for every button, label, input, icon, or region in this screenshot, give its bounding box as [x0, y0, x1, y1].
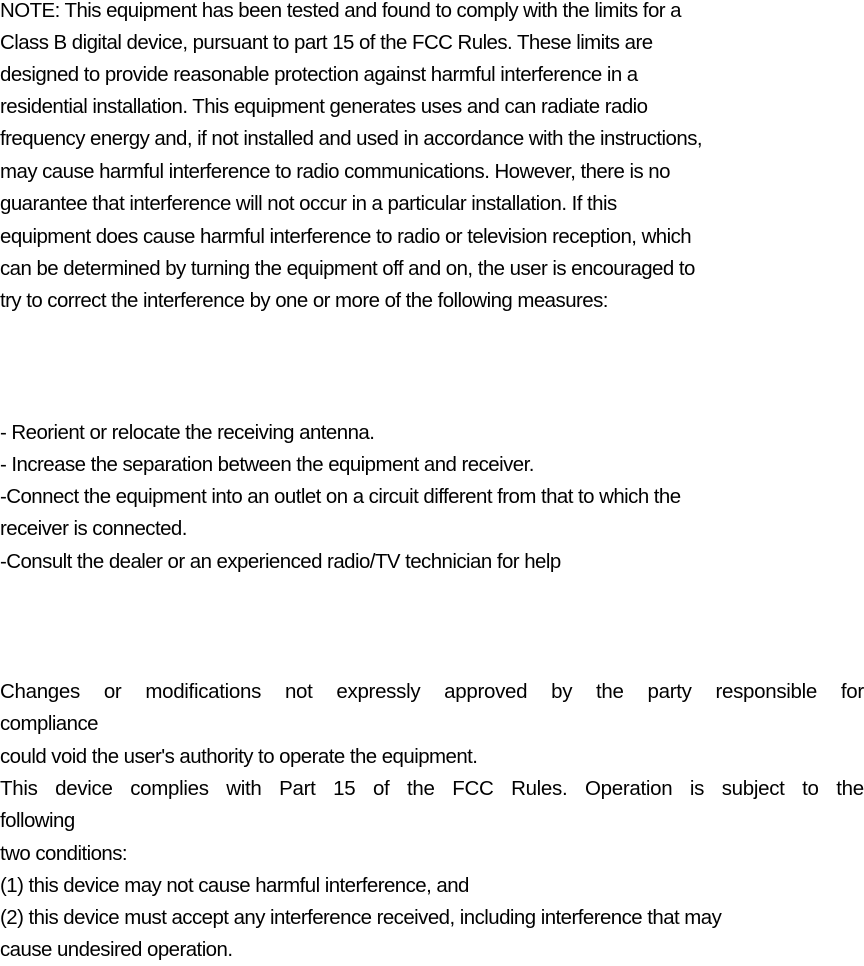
word: Changes	[0, 680, 80, 703]
condition-2-cont: cause undesired operation.	[0, 938, 233, 961]
note-line-9: can be determined by turning the equipment off and on, the user is encouraged to	[0, 257, 695, 280]
word: party	[647, 680, 692, 703]
word: is	[689, 777, 705, 800]
changes-statement-line-2: compliance	[0, 712, 98, 735]
note-line-1: NOTE: This equipment has been tested and found to comply with the limits for a	[0, 0, 681, 22]
word: Rules.	[511, 777, 568, 800]
device-complies-line-2: following	[0, 809, 75, 832]
word: complies	[130, 777, 209, 800]
measure-consult-dealer: -Consult the dealer or an experienced radio/TV technician for help	[0, 550, 561, 573]
word: with	[226, 777, 262, 800]
word: expressly	[336, 680, 421, 703]
device-complies-line-3: two conditions:	[0, 842, 128, 865]
changes-statement-line-3: could void the user's authority to operate the equipment.	[0, 745, 478, 768]
note-line-10: try to correct the interference by one or more of the following measures:	[0, 289, 608, 312]
note-line-4: residential installation. This equipment generates uses and can radiate radio	[0, 95, 648, 118]
word: Operation	[584, 777, 673, 800]
word: to	[802, 777, 819, 800]
condition-1: (1) this device may not cause harmful interference, and	[0, 874, 469, 897]
word: FCC	[452, 777, 494, 800]
word: the	[407, 777, 435, 800]
word: not	[284, 680, 313, 703]
measure-reorient-antenna: - Reorient or relocate the receiving antenna.	[0, 421, 375, 444]
word: approved	[444, 680, 528, 703]
note-line-5: frequency energy and, if not installed and used in accordance with the instructions,	[0, 127, 703, 150]
note-line-8: equipment does cause harmful interference to radio or television reception, which	[0, 225, 692, 248]
measure-increase-separation: - Increase the separation between the equipment and receiver.	[0, 453, 534, 476]
word: subject	[721, 777, 785, 800]
word: the	[596, 680, 624, 703]
note-line-3: designed to provide reasonable protection against harmful interference in a	[0, 63, 638, 86]
word: 15	[333, 777, 356, 800]
measure-connect-outlet-cont: receiver is connected.	[0, 517, 187, 540]
word: responsible	[715, 680, 817, 703]
word: the	[836, 777, 864, 800]
word: Part	[279, 777, 316, 800]
word: This	[0, 777, 38, 800]
changes-statement-line-1	[0, 676, 864, 708]
measure-connect-outlet: -Connect the equipment into an outlet on a circuit different from that to which the	[0, 485, 681, 508]
word: device	[55, 777, 113, 800]
word: or	[103, 680, 122, 703]
word: modifications	[145, 680, 262, 703]
condition-2: (2) this device must accept any interference received, including interference that may	[0, 906, 722, 929]
device-complies-line-1	[0, 773, 864, 805]
word: for	[840, 680, 864, 703]
note-line-7: guarantee that interference will not occur in a particular installation. If this	[0, 192, 617, 215]
word: of	[372, 777, 390, 800]
word: by	[551, 680, 573, 703]
note-line-2: Class B digital device, pursuant to part 15 of the FCC Rules. These limits are	[0, 31, 653, 54]
note-line-6: may cause harmful interference to radio communications. However, there is no	[0, 160, 670, 183]
